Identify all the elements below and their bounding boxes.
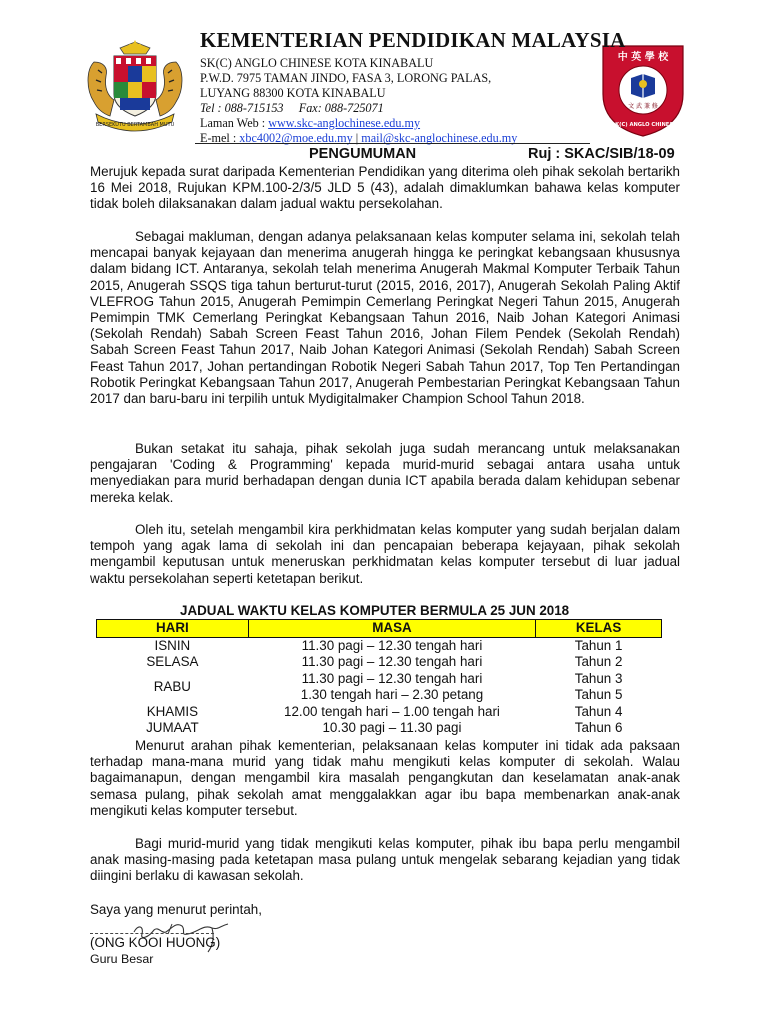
- row-day: SELASA: [146, 654, 199, 669]
- row-class: Tahun 5: [574, 687, 623, 702]
- paragraph-4: Oleh itu, setelah mengambil kira perkhidmatan kelas komputer yang sudah berjalan dalam tempoh yang agak lama di sekolah ini dan pencapaian beberapa kejayaan, pihak sekolah mengambil keputusan untuk meneruskan perkhidmatan kelas komputer tersebut di luar jadual waktu persekolahan seperti ketetapan berikut.: [90, 522, 680, 586]
- row-time: 11.30 pagi – 12.30 tengah hari: [301, 670, 483, 686]
- row-day: RABU: [153, 678, 191, 694]
- paragraph-5: Menurut arahan pihak kementerian, pelaksanaan kelas komputer ini tidak ada paksaan terhadap mana-mana murid yang tidak mahu mengikuti kelas komputer di sekolah. Walau bagaimanapun, dengan mengambil kira masalah pengangkutan dan keselamatan anak-anak semasa pulang, pihak sekolah amat menggalakkan agar ibu bapa membenarkan anak-anak mengikuti kelas komputer tersebut.: [90, 738, 680, 818]
- row-day: JUMAAT: [146, 720, 199, 735]
- website-link[interactable]: www.skc-anglochinese.edu.my: [268, 116, 421, 130]
- row-time: 12.00 tengah hari – 1.00 tengah hari: [284, 703, 500, 719]
- telephone: Tel : 088-715153: [200, 101, 284, 115]
- row-class: Tahun 3: [574, 670, 623, 686]
- table-row: [97, 704, 662, 721]
- principal-name: (ONG KOOI HUONG): [90, 935, 221, 950]
- header-class: KELAS: [536, 620, 662, 638]
- notice-title: PENGUMUMAN: [309, 146, 417, 162]
- svg-text:文 武 兼 修: 文 武 兼 修: [628, 103, 658, 110]
- email-link-school[interactable]: mail@skc-anglochinese.edu.my: [361, 131, 518, 145]
- svg-text:S.K(C) ANGLO CHINESE: S.K(C) ANGLO CHINESE: [609, 122, 677, 128]
- row-class: Tahun 4: [574, 703, 623, 719]
- fax: Fax: 088-725071: [298, 101, 384, 115]
- email-link-moe[interactable]: xbc4002@moe.edu.my: [239, 131, 353, 145]
- svg-text:中 英 學 校: 中 英 學 校: [617, 52, 669, 63]
- row-time: 11.30 pagi – 12.30 tengah hari: [301, 654, 483, 669]
- row-time: 10.30 pagi – 11.30 pagi: [322, 720, 462, 735]
- address-line-1: P.W.D. 7975 TAMAN JINDO, FASA 3, LORONG PALAS,: [200, 71, 492, 85]
- table-row: [97, 637, 662, 654]
- website-line: [200, 116, 420, 131]
- table-row: [97, 671, 662, 688]
- table-row: [97, 720, 662, 737]
- ministry-title: KEMENTERIAN PENDIDIKAN MALAYSIA: [200, 28, 626, 52]
- signature-line: [90, 933, 214, 934]
- row-day: KHAMIS: [146, 703, 199, 719]
- website-label: Laman Web :: [200, 116, 269, 130]
- letterhead-divider: [195, 143, 590, 144]
- svg-text:BERSEKUTU BERTAMBAH MUTU: BERSEKUTU BERTAMBAH MUTU: [95, 122, 175, 128]
- paragraph-3: Bukan setakat itu sahaja, pihak sekolah juga sudah merancang untuk melaksanakan pengajaran 'Coding & Programming' kepada murid-murid sebagai antara usaha untuk menyediakan para murid berhadapan dengan dunia ICT apabila berada dalam kehidupan sebenar mereka kelak.: [90, 441, 680, 505]
- email-label: E-mel :: [200, 131, 240, 145]
- header-day: HARI: [97, 620, 249, 638]
- principal-title: Guru Besar: [90, 952, 154, 966]
- school-logo: [597, 38, 689, 138]
- contact-phone-line: [200, 101, 384, 116]
- row-time: 11.30 pagi – 12.30 tengah hari: [301, 637, 483, 653]
- row-class: Tahun 6: [574, 720, 623, 735]
- school-name: SK(C) ANGLO CHINESE KOTA KINABALU: [200, 56, 434, 70]
- table-row: [97, 654, 662, 671]
- schedule-header-row: [97, 620, 662, 638]
- schedule-table: [96, 619, 662, 737]
- closing-salutation: Saya yang menurut perintah,: [90, 902, 262, 917]
- reference-number: Ruj : SKAC/SIB/18-09: [528, 146, 675, 162]
- row-class: Tahun 2: [574, 654, 623, 669]
- email-separator: |: [352, 131, 362, 145]
- paragraph-2: Sebagai makluman, dengan adanya pelaksanaan kelas komputer selama ini, sekolah telah mencapai banyak kejayaan dan menerima anugerah hingga ke peringkat kebangsaan khususnya dalam bidang ICT. Antaranya, sekolah telah menerima Anugerah Makmal Komputer Terbaik Tahun 2015, Anugerah SSQS tiga tahun berturut-turut (2015, 2016, 2017), Anugerah Sekolah Paling Aktif VLEFROG Tahun 2015, Anugerah Pemimpin Cemerlang Peringkat Negeri Tahun 2015, Anugerah Pemimpin TMK Cemerlang Peringkat Kebangsaan Tahun 2016, Naib Johan Kategori Animasi (Sekolah Rendah) Sabah Screen Feast Tahun 2016, Johan Filem Pendek (Sekolah Rendah) Sabah Screen Feast Tahun 2017, Naib Johan Kategori Animasi (Sekolah Rendah) Sabah Screen Feast Tahun 2017, Johan pertandingan Robotik Negeri Sabah Tahun 2017, Top Ten Pertandingan Robotik Peringkat Kebangsaan Tahun 2017, Anugerah Pembestarian Peringkat Kebangsaan Tahun 2017 dan baru-baru ini terpilih untuk Mydigitalmaker Champion School Tahun 2018.: [90, 229, 680, 407]
- schedule-title: JADUAL WAKTU KELAS KOMPUTER BERMULA 25 JUN 2018: [180, 603, 570, 618]
- row-time: 1.30 tengah hari – 2.30 petang: [300, 687, 484, 702]
- row-day: ISNIN: [154, 637, 191, 653]
- header-time: MASA: [248, 620, 535, 638]
- paragraph-6: Bagi murid-murid yang tidak mengikuti kelas komputer, pihak ibu bapa perlu mengambil anak masing-masing pada ketetapan masa pulang untuk mengelak sebarang kejadian yang tidak diingini berlaku di kawasan sekolah.: [90, 836, 680, 884]
- address-line-2: LUYANG 88300 KOTA KINABALU: [200, 86, 386, 100]
- row-class: Tahun 1: [574, 637, 623, 653]
- paragraph-1: Merujuk kepada surat daripada Kementerian Pendidikan yang diterima oleh pihak sekolah bertarikh 16 Mei 2018, Rujukan KPM.100-2/3/5 JLD 5 (43), adalah dimaklumkan bahawa kelas komputer tidak boleh dilaksanakan dalam jadual waktu persekolahan.: [90, 164, 680, 212]
- coat-of-arms-logo: [80, 40, 190, 132]
